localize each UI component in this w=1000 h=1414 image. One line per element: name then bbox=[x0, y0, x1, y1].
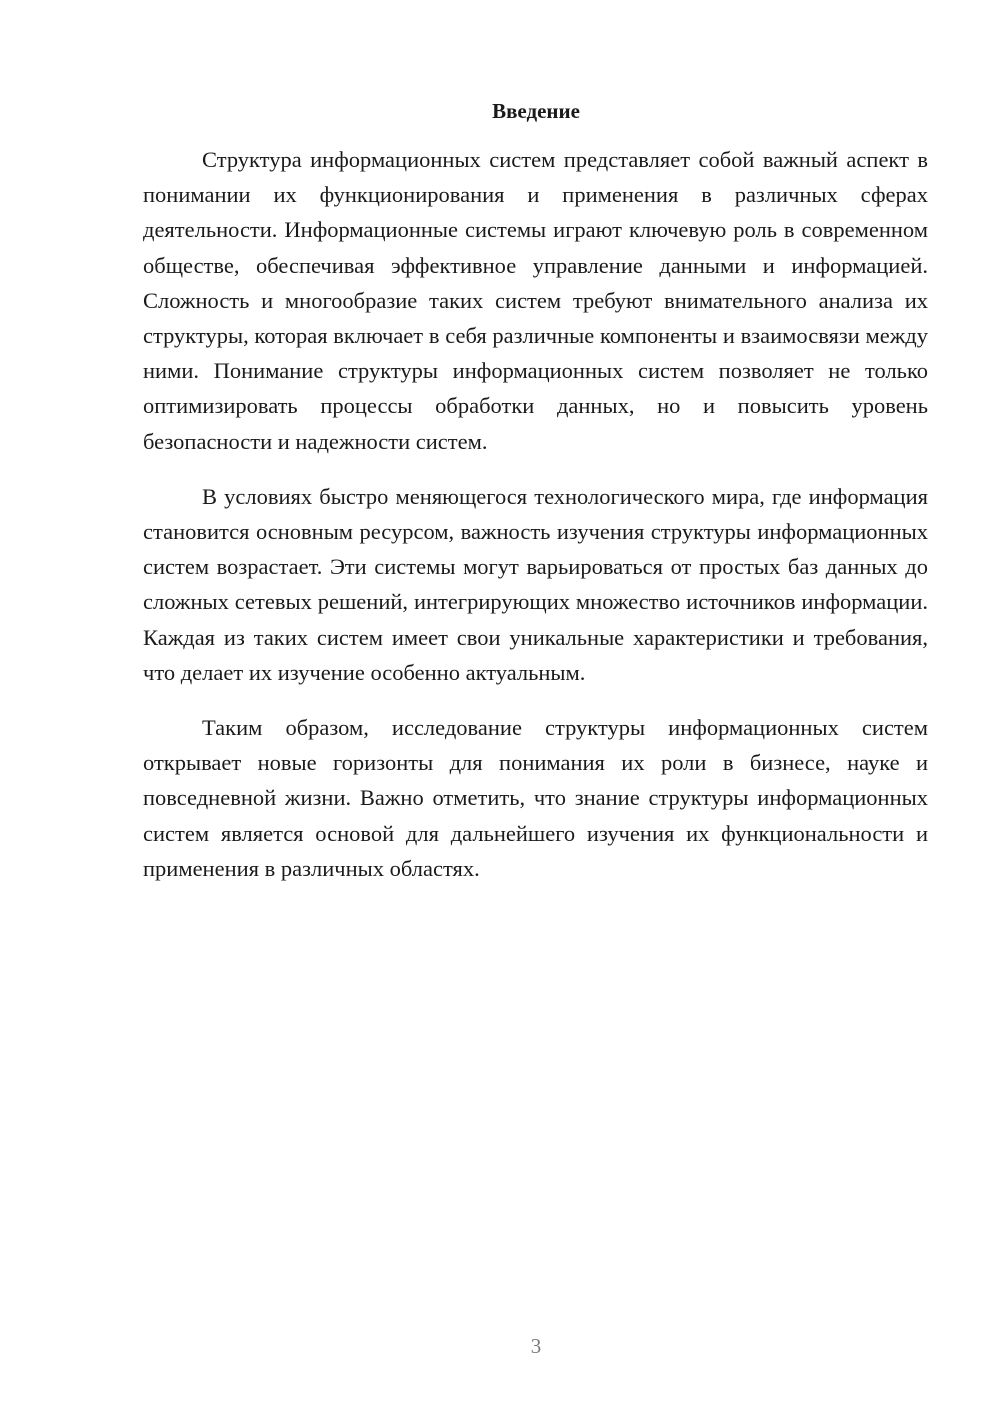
paragraph-1: Структура информационных систем представляет собой важный аспект в понимании их функционирования и применения в различных сферах деятельности. Информационные системы играют ключевую роль в современном обществе, обеспечивая эффективное управление данными и информацией. Сложность и многообразие таких систем требуют внимательного анализа их структуры, которая включает в себя различные компоненты и взаимосвязи между ними. Понимание структуры информационных систем позволяет не только оптимизировать процессы обработки данных, но и повысить уровень безопасности и надежности систем. bbox=[143, 147, 928, 454]
paragraph-2: В условиях быстро меняющегося технологического мира, где информация становится основным ресурсом, важность изучения структуры информационных систем возрастает. Эти системы могут варьироваться от простых баз данных до сложных сетевых решений, интегрирующих множество источников информации. Каждая из таких систем имеет свои уникальные характеристики и требования, что делает их изучение особенно актуальным. bbox=[143, 483, 928, 685]
section-heading: Введение bbox=[492, 99, 580, 123]
page-number: 3 bbox=[530, 1334, 542, 1358]
paragraph-3: Таким образом, исследование структуры информационных систем открывает новые горизонты для понимания их роли в бизнесе, науке и повседневной жизни. Важно отметить, что знание структуры информационных систем является основой для дальнейшего изучения их функциональности и применения в различных областях. bbox=[143, 715, 928, 881]
body-text bbox=[143, 142, 928, 906]
